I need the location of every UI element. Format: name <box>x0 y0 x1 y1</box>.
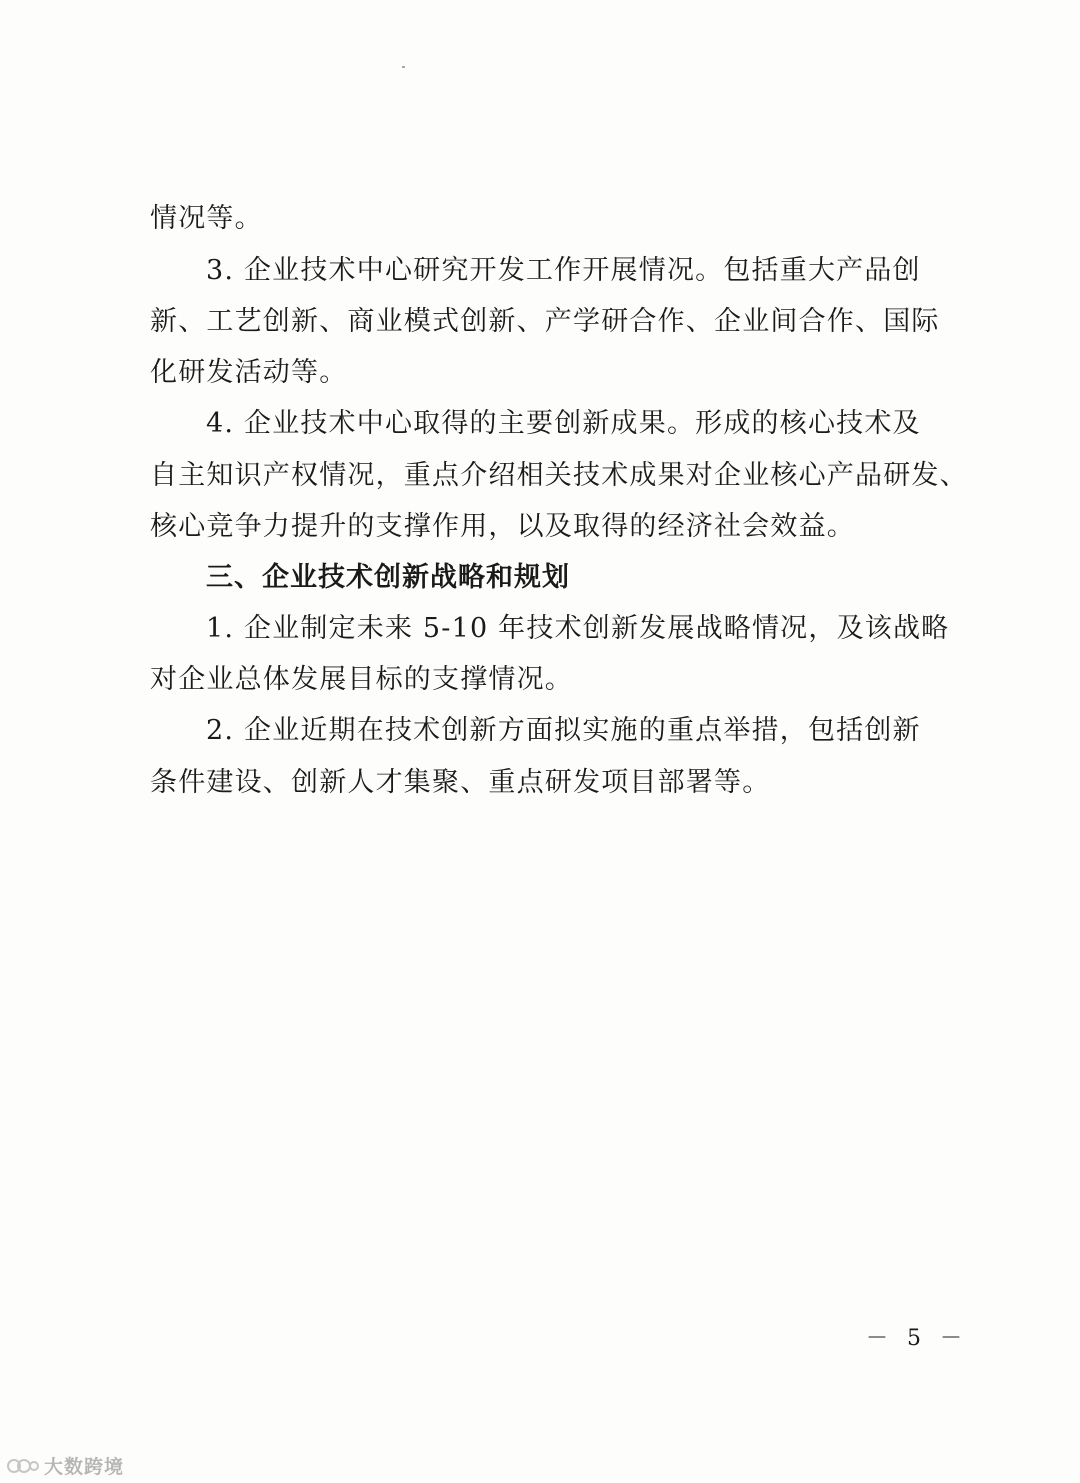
watermark <box>6 1452 124 1479</box>
paragraph-line: 2. 企业近期在技术创新方面拟实施的重点举措，包括创新 <box>206 715 921 746</box>
paragraph-line: 化研发活动等。 <box>150 357 348 388</box>
section-heading: 三、企业技术创新战略和规划 <box>206 562 570 593</box>
paragraph-line: 对企业总体发展目标的支撑情况。 <box>150 664 573 695</box>
paragraph-line: 情况等。 <box>150 203 263 234</box>
paragraph-line: 1. 企业制定未来 5-10 年技术创新发展战略情况，及该战略 <box>206 613 950 644</box>
page-number: － 5 － <box>866 1326 968 1351</box>
paragraph-line: 条件建设、创新人才集聚、重点研发项目部署等。 <box>150 767 771 798</box>
watermark-text: 大数跨境 <box>44 1456 125 1478</box>
scan-speck <box>402 66 405 68</box>
paragraph-line: 核心竞争力提升的支撑作用，以及取得的经济社会效益。 <box>150 511 855 542</box>
paragraph-line: 3. 企业技术中心研究开发工作开展情况。包括重大产品创 <box>206 255 921 286</box>
paragraph-line: 新、工艺创新、商业模式创新、产学研合作、企业间合作、国际 <box>150 306 940 337</box>
watermark-logo-icon <box>6 1455 40 1477</box>
paragraph-line: 4. 企业技术中心取得的主要创新成果。形成的核心技术及 <box>206 408 921 439</box>
paragraph-line: 自主知识产权情况，重点介绍相关技术成果对企业核心产品研发、 <box>150 460 968 491</box>
